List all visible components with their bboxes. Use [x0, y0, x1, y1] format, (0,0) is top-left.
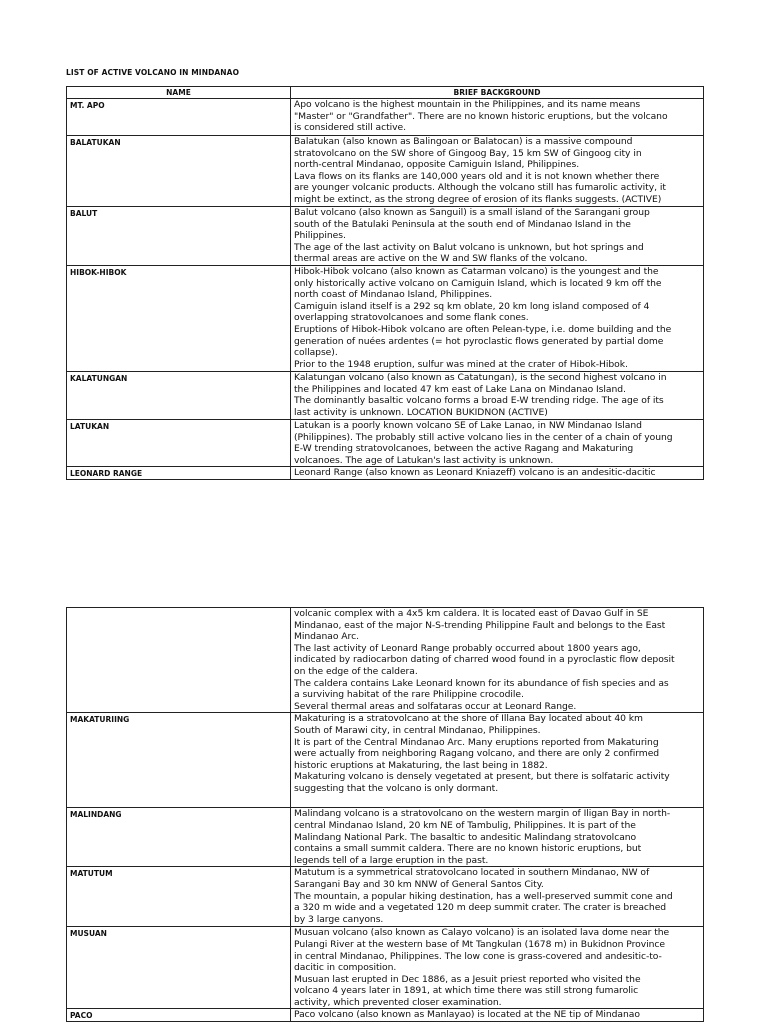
- volcano-name: MUSUAN: [67, 927, 291, 1009]
- table-row: [67, 99, 704, 136]
- background-text-line: historic eruptions at Makaturing, the last being in 1882.: [294, 759, 548, 771]
- background-text-line: overlapping stratovolcanoes and some flank cones.: [294, 312, 529, 324]
- background-text-line: Lava flows on its flanks are 140,000 years old and it is not known whether there: [294, 170, 660, 182]
- background-text-line: in central Mindanao, Philippines. The low cone is grass-covered and andesitic-to-: [294, 950, 662, 962]
- background-text-line: on the edge of the caldera.: [294, 665, 418, 677]
- volcano-table-page2: [66, 607, 704, 1022]
- table-row: [67, 136, 704, 207]
- background-text-line: Makaturing volcano is densely vegetated at present, but there is solfataric activity: [294, 771, 670, 783]
- table-row: [67, 608, 704, 713]
- background-text-line: Prior to the 1948 eruption, sulfur was mined at the crater of Hibok-Hibok.: [294, 358, 628, 370]
- background-text-line: Musuan volcano (also known as Calayo volcano) is an isolated lava dome near the: [294, 927, 670, 939]
- background-text-line: Makaturing is a stratovolcano at the shore of Illana Bay located about 40 km: [294, 713, 643, 725]
- background-text-line: The last activity of Leonard Range probably occurred about 1800 years ago,: [294, 642, 641, 654]
- background-text-line: Malindang National Park. The basaltic to andesitic Malindang stratovolcano: [294, 831, 637, 843]
- background-text-line: It is part of the Central Mindanao Arc. Many eruptions reported from Makaturing: [294, 736, 659, 748]
- background-text-line: suggesting that the volcano is only dormant.: [294, 782, 499, 794]
- background-text-line: generation of nuées ardentes (= hot pyroclastic flows generated by partial dome: [294, 335, 664, 347]
- table-row: [67, 467, 704, 480]
- table-row: [67, 808, 704, 867]
- background-text-line: Musuan last erupted in Dec 1886, as a Jesuit priest reported who visited the: [294, 973, 641, 985]
- table-row: [67, 927, 704, 1009]
- volcano-name: BALATUKAN: [67, 136, 291, 207]
- table-row: [67, 420, 704, 467]
- volcano-background: [291, 207, 704, 266]
- volcano-name: LEONARD RANGE: [67, 467, 291, 480]
- volcano-background: [291, 420, 704, 467]
- background-text-line: south of the Batulaki Peninsula at the south end of Mindanao Island in the: [294, 218, 631, 230]
- background-text-line: central Mindanao Island, 20 km NE of Tambulig, Philippines. It is part of the: [294, 819, 636, 831]
- background-text-line: The dominantly basaltic volcano forms a broad E-W trending ridge. The age of its: [294, 395, 664, 407]
- background-text-line: contains a small summit caldera. There are no known historic eruptions, but: [294, 843, 642, 855]
- background-text-line: Mindanao Arc.: [294, 631, 359, 643]
- background-text-line: last activity is unknown. LOCATION BUKIDNON (ACTIVE): [294, 406, 548, 418]
- background-column-header: BRIEF BACKGROUND: [291, 87, 704, 99]
- volcano-background: [291, 372, 704, 420]
- background-text-line: are younger volcanic products. Although the volcano still has fumarolic activity, it: [294, 182, 666, 194]
- table-row: [67, 207, 704, 266]
- background-text-line: The caldera contains Lake Leonard known for its abundance of fish species and as: [294, 677, 669, 689]
- volcano-name: [67, 608, 291, 713]
- volcano-table-page1: [66, 86, 704, 480]
- background-text-line: E-W trending stratovolcanoes, between the active Ragang and Makaturing: [294, 443, 634, 455]
- volcano-background: [291, 99, 704, 136]
- volcano-name: MT. APO: [67, 99, 291, 136]
- document-title: LIST OF ACTIVE VOLCANO IN MINDANAO: [66, 68, 240, 77]
- background-text-line: only historically active volcano on Camiguin Island, which is located 9 km off the: [294, 277, 662, 289]
- volcano-background: [291, 1009, 704, 1022]
- background-text-line: north coast of Mindanao Island, Philippines.: [294, 289, 493, 301]
- volcano-background: [291, 608, 704, 713]
- volcano-background: [291, 808, 704, 867]
- background-text-line: might be extinct, as the strong degree of erosion of its flanks suggests. (ACTIVE): [294, 193, 662, 205]
- table-row: [67, 266, 704, 372]
- table-row: [67, 372, 704, 420]
- volcano-name: BALUT: [67, 207, 291, 266]
- volcano-background: [291, 927, 704, 1009]
- background-text-line: (Philippines). The probably still active volcano lies in the center of a chain of young: [294, 431, 673, 443]
- background-text-line: The age of the last activity on Balut volcano is unknown, but hot springs and: [294, 241, 644, 253]
- background-text-line: stratovolcano on the SW shore of Gingoog Bay, 15 km SW of Gingoog city in: [294, 147, 642, 159]
- background-text-line: Malindang volcano is a stratovolcano on the western margin of Iligan Bay in north-: [294, 808, 671, 820]
- background-text-line: South of Marawi city, in central Mindanao, Philippines.: [294, 724, 541, 736]
- background-text-line: Latukan is a poorly known volcano SE of Lake Lanao, in NW Mindanao Island: [294, 420, 642, 431]
- volcano-background: [291, 136, 704, 207]
- table-row: [67, 867, 704, 927]
- background-text-line: north-central Mindanao, opposite Camiguin Island, Philippines.: [294, 159, 580, 171]
- table-row: [67, 713, 704, 808]
- background-text-line: a surviving habitat of the rare Philippine crocodile.: [294, 689, 524, 701]
- background-text-line: Pulangi River at the western base of Mt Tangkulan (1678 m) in Bukidnon Province: [294, 938, 665, 950]
- volcano-background: [291, 713, 704, 808]
- background-text-line: "Master" or "Grandfather". There are no known historic eruptions, but the volcano: [294, 110, 668, 122]
- background-text-line: Philippines.: [294, 230, 346, 242]
- background-text-line: activity, which prevented closer examination.: [294, 996, 502, 1008]
- background-text-line: Camiguin island itself is a 292 sq km oblate, 20 km long island composed of 4: [294, 300, 650, 312]
- volcano-name: MATUTUM: [67, 867, 291, 927]
- background-text-line: Balut volcano (also known as Sanguil) is a small island of the Sarangani group: [294, 207, 650, 218]
- background-text-line: Sarangani Bay and 30 km NNW of General Santos City.: [294, 878, 544, 890]
- background-text-line: Mindanao, east of the major N-S-trending Philippine Fault and belongs to the East: [294, 619, 666, 631]
- table-header-row: [67, 87, 704, 99]
- background-text-line: volcano 4 years later in 1891, at which time there was still strong fumarolic: [294, 985, 639, 997]
- name-column-header: NAME: [67, 87, 291, 99]
- background-text-line: were actually from neighboring Ragang volcano, and there are only 2 confirmed: [294, 748, 660, 760]
- background-text-line: Eruptions of Hibok-Hibok volcano are often Pelean-type, i.e. dome building and the: [294, 323, 672, 335]
- background-text-line: volcanoes. The age of Latukan's last activity is unknown.: [294, 454, 554, 466]
- volcano-background: [291, 266, 704, 372]
- volcano-name: LATUKAN: [67, 420, 291, 467]
- background-text-line: The mountain, a popular hiking destination, has a well-preserved summit cone and: [294, 890, 673, 902]
- background-text-line: dacitic in composition.: [294, 962, 397, 974]
- background-text-line: legends tell of a large eruption in the past.: [294, 854, 489, 866]
- background-text-line: a 320 m wide and a vegetated 120 m deep summit crater. The crater is breached: [294, 902, 667, 914]
- background-text-line: Leonard Range (also known as Leonard Kniazeff) volcano is an andesitic-dacitic: [294, 467, 656, 479]
- volcano-background: [291, 467, 704, 480]
- background-text-line: Apo volcano is the highest mountain in the Philippines, and its name means: [294, 99, 641, 110]
- table-row: [67, 1009, 704, 1022]
- background-text-line: by 3 large canyons.: [294, 913, 384, 925]
- background-text-line: indicated by radiocarbon dating of charred wood found in a pyroclastic flow deposit: [294, 654, 675, 666]
- volcano-background: [291, 867, 704, 927]
- background-text-line: Paco volcano (also known as Manlayao) is located at the NE tip of Mindanao: [294, 1009, 640, 1021]
- background-text-line: collapse).: [294, 347, 338, 359]
- background-text-line: Hibok-Hibok volcano (also known as Catarman volcano) is the youngest and the: [294, 266, 659, 277]
- volcano-name: KALATUNGAN: [67, 372, 291, 420]
- background-text-line: Kalatungan volcano (also known as Catatungan), is the second highest volcano in: [294, 372, 667, 383]
- volcano-name: HIBOK-HIBOK: [67, 266, 291, 372]
- background-text-line: volcanic complex with a 4x5 km caldera. It is located east of Davao Gulf in SE: [294, 608, 649, 619]
- background-text-line: is considered still active.: [294, 122, 407, 134]
- volcano-name: MAKATURIING: [67, 713, 291, 808]
- background-text-line: thermal areas are active on the W and SW flanks of the volcano.: [294, 253, 588, 265]
- background-text-line: Balatukan (also known as Balingoan or Balatocan) is a massive compound: [294, 136, 633, 147]
- background-text-line: the Philippines and located 47 km east of Lake Lana on Mindanao Island.: [294, 383, 626, 395]
- background-text-line: Matutum is a symmetrical stratovolcano located in southern Mindanao, NW of: [294, 867, 650, 879]
- volcano-name: MALINDANG: [67, 808, 291, 867]
- volcano-name: PACO: [67, 1009, 291, 1022]
- background-text-line: Several thermal areas and solfataras occur at Leonard Range.: [294, 700, 577, 712]
